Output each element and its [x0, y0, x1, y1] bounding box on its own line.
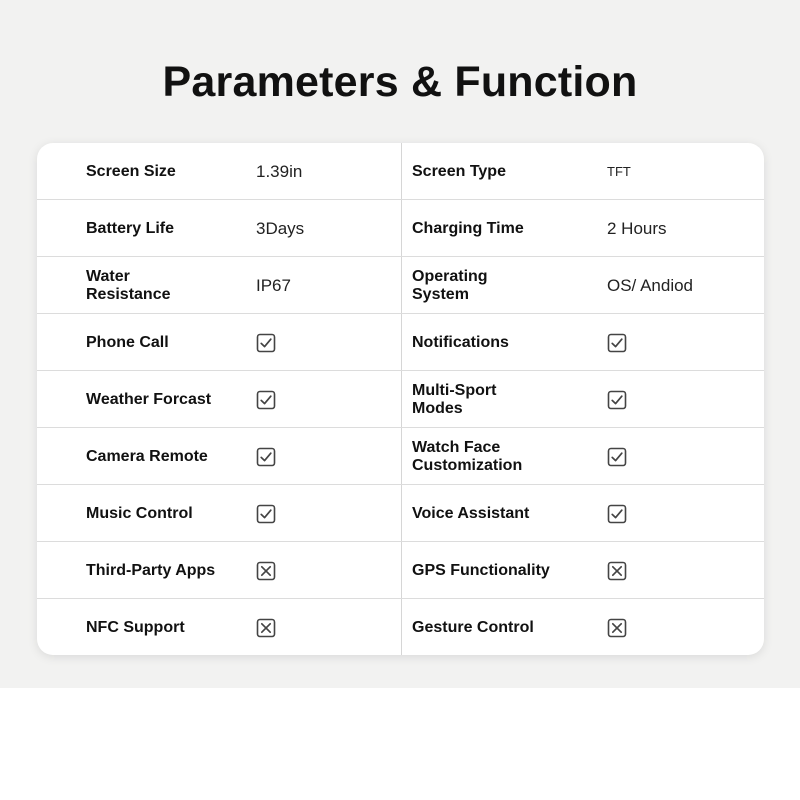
table-row [37, 485, 764, 542]
spec-value: OS/ Andiod [607, 275, 694, 295]
checkbox-checked-icon [607, 428, 627, 485]
spec-label: GPS Functionality [412, 561, 550, 579]
spec-value: 3Days [256, 218, 305, 238]
table-row [37, 314, 764, 371]
spec-label: Charging Time [412, 219, 524, 237]
table-row [37, 257, 764, 314]
spec-label: Operating System [412, 267, 488, 303]
table-row [37, 428, 764, 485]
spec-label: Music Control [86, 504, 193, 522]
spec-label: Weather Forcast [86, 390, 212, 408]
table-row [37, 371, 764, 428]
spec-label: Phone Call [86, 333, 169, 351]
spec-value: IP67 [256, 275, 291, 295]
checkbox-crossed-icon [607, 542, 627, 599]
table-row [37, 599, 764, 655]
spec-label: Screen Size [86, 162, 176, 180]
checkbox-crossed-icon [607, 599, 627, 655]
spec-label: Multi-Sport Modes [412, 381, 497, 417]
table-row [37, 143, 764, 200]
spec-label: Screen Type [412, 162, 506, 180]
checkbox-checked-icon [607, 485, 627, 542]
table-row [37, 200, 764, 257]
checkbox-checked-icon [256, 428, 276, 485]
checkbox-checked-icon [607, 371, 627, 428]
checkbox-crossed-icon [256, 599, 276, 655]
checkbox-crossed-icon [256, 542, 276, 599]
spec-label: Voice Assistant [412, 504, 530, 522]
spec-value: TFT [607, 164, 631, 179]
checkbox-checked-icon [256, 371, 276, 428]
spec-label: Gesture Control [412, 618, 534, 636]
spec-label: Watch Face Customization [412, 438, 523, 474]
checkbox-checked-icon [256, 485, 276, 542]
spec-value: 2 Hours [607, 218, 667, 238]
table-row [37, 542, 764, 599]
spec-label: Third-Party Apps [86, 561, 216, 579]
spec-label: Battery Life [86, 219, 175, 237]
spec-table [37, 143, 764, 655]
checkbox-checked-icon [256, 314, 276, 371]
spec-value: 1.39in [256, 161, 303, 181]
spec-label: NFC Support [86, 618, 185, 636]
spec-label: Camera Remote [86, 447, 208, 465]
spec-label: Notifications [412, 333, 509, 351]
spec-label: Water Resistance [86, 267, 171, 303]
checkbox-checked-icon [607, 314, 627, 371]
page-title: Parameters & Function [162, 58, 638, 106]
